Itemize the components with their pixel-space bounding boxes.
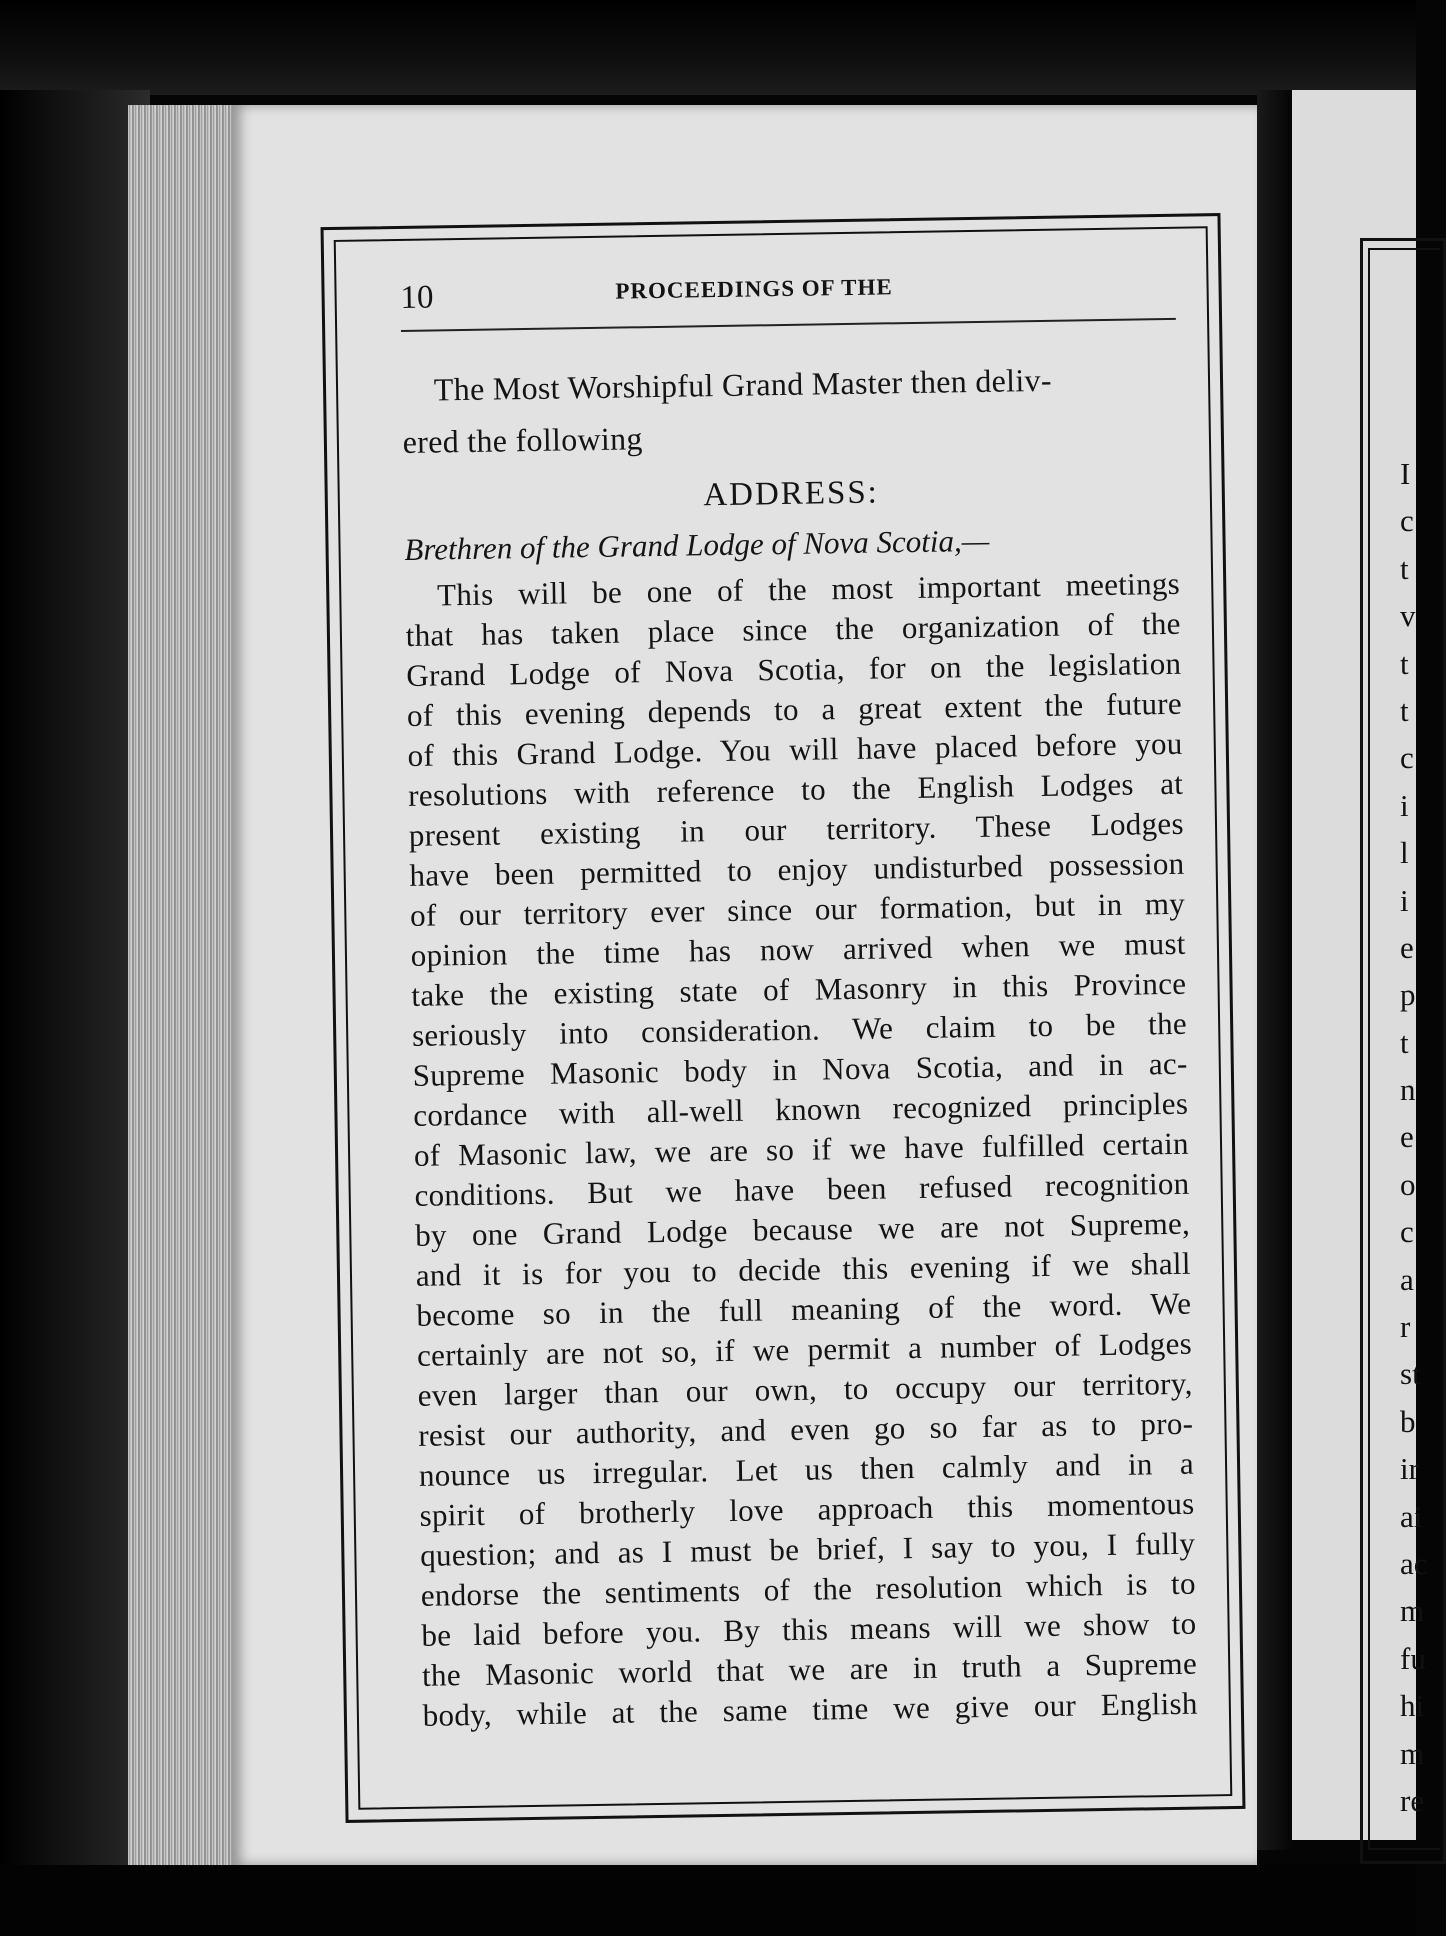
body-line: This will be one of the most important meetings xyxy=(436,565,1181,613)
adjacent-page-fragment-text: t xyxy=(1400,645,1409,681)
body-line: seriously into consideration. We claim to be the xyxy=(411,1005,1188,1053)
body-line: Grand Lodge of Nova Scotia, for on the legislation xyxy=(406,645,1182,693)
adjacent-page-fragment-text: e xyxy=(1400,929,1414,965)
body-line: resolutions with reference to the English Lodges at xyxy=(407,765,1184,813)
page-edges xyxy=(128,105,238,1865)
body-line: resist our authority, and even go so far as to pro- xyxy=(418,1405,1194,1453)
intro-line: The Most Worshipful Grand Master then deliv- xyxy=(433,361,1053,408)
adjacent-page-fragment-text: I xyxy=(1400,456,1411,491)
body-line: of this Grand Lodge. You will have placed before you xyxy=(407,725,1183,773)
body-line: question; and as I must be brief, I say to you, I fully xyxy=(419,1525,1196,1573)
body-line: by one Grand Lodge because we are not Supreme, xyxy=(414,1205,1191,1253)
address-body xyxy=(405,564,1198,1736)
body-line: of our territory ever since our formation, but in my xyxy=(409,885,1186,933)
body-line: that has taken place since the organization of the xyxy=(405,605,1181,653)
adjacent-page-fragment-text: c xyxy=(1400,503,1414,539)
body-line: nounce us irregular. Let us then calmly and in a xyxy=(418,1445,1195,1493)
body-line: endorse the sentiments of the resolution which is to xyxy=(420,1565,1196,1613)
body-line: take the existing state of Masonry in this Province xyxy=(411,965,1187,1013)
adjacent-page-fragment-text: o xyxy=(1400,1166,1416,1202)
body-line: become so in the full meaning of the word. We xyxy=(416,1285,1192,1333)
adjacent-page-fragment-text: a xyxy=(1400,1261,1414,1297)
running-head xyxy=(400,258,1176,332)
body-line: have been permitted to enjoy undisturbed possession xyxy=(409,845,1185,893)
adjacent-page-fragment-text: i xyxy=(1400,787,1409,823)
body-line: certainly are not so, if we permit a number of Lodges xyxy=(416,1325,1193,1373)
body-line: present existing in our territory. These Lodges xyxy=(408,805,1185,853)
adjacent-page-fragment-text: hi xyxy=(1400,1688,1425,1724)
body-line: the Masonic world that we are in truth a Supreme xyxy=(421,1645,1198,1693)
body-line: and it is for you to decide this evening if we shall xyxy=(415,1245,1191,1293)
adjacent-page-fragment-text: p xyxy=(1400,977,1416,1013)
salutation: Brethren of the Grand Lodge of Nova Scotia,— xyxy=(404,522,990,567)
body-line: cordance with all-well known recognized principles xyxy=(413,1085,1189,1133)
scan-background-bottom xyxy=(0,1865,1416,1936)
adjacent-page-fragment xyxy=(1292,90,1428,1840)
body-line: be laid before you. By this means will we show to xyxy=(421,1605,1197,1653)
adjacent-page-fragment-text: e xyxy=(1400,1119,1414,1155)
scan-background-top xyxy=(0,0,1416,95)
body-line: Supreme Masonic body in Nova Scotia, and in ac- xyxy=(412,1045,1188,1093)
adjacent-page-fragment-text: i xyxy=(1400,882,1409,918)
adjacent-page-fragment-text: ac xyxy=(1400,1545,1428,1581)
book-gutter xyxy=(1257,90,1292,1850)
adjacent-page-fragment-text: l xyxy=(1400,835,1409,871)
adjacent-page-fragment-text: t xyxy=(1400,550,1409,586)
adjacent-page-fragment-text: re xyxy=(1400,1782,1425,1818)
page-number: 10 xyxy=(400,279,434,316)
adjacent-page-fragment-text: st xyxy=(1400,1356,1421,1392)
adjacent-page-fragment-text: t xyxy=(1400,692,1409,728)
page-content xyxy=(400,258,1198,1736)
body-line: spirit of brotherly love approach this momentous xyxy=(419,1485,1195,1533)
adjacent-page-fragment-text: c xyxy=(1400,740,1414,776)
body-line: conditions. But we have been refused recognition xyxy=(414,1165,1190,1213)
adjacent-page-fragment-text: c xyxy=(1400,1214,1414,1250)
adjacent-page-fragment-text: n xyxy=(1400,1072,1416,1108)
intro-paragraph xyxy=(401,352,1178,468)
body-line: opinion the time has now arrived when we must xyxy=(410,925,1186,973)
adjacent-page-fragment-text: t xyxy=(1400,1024,1409,1060)
body-line: of this evening depends to a great extent the future xyxy=(406,685,1183,733)
body-line: body, while at the same time we give our English xyxy=(422,1685,1198,1733)
adjacent-page-fragment-text: m xyxy=(1400,1735,1425,1771)
body-line: even larger than our own, to occupy our territory, xyxy=(417,1365,1193,1413)
adjacent-page-fragment-text: fu xyxy=(1400,1640,1426,1676)
intro-line: ered the following xyxy=(402,420,643,460)
adjacent-page-text xyxy=(1400,450,1440,1824)
running-head-title: PROCEEDINGS OF THE xyxy=(615,274,893,304)
adjacent-page-fragment-text: r xyxy=(1400,1309,1411,1345)
address-heading: ADDRESS: xyxy=(703,474,880,514)
adjacent-page-fragment-text: ai xyxy=(1400,1498,1423,1534)
adjacent-page-fragment-text: ir xyxy=(1400,1451,1419,1487)
adjacent-page-fragment-text: v xyxy=(1400,598,1416,634)
adjacent-page-fragment-text: m xyxy=(1400,1593,1425,1629)
adjacent-page-fragment-text: b xyxy=(1400,1403,1416,1439)
body-line: of Masonic law, we are so if we have fulfilled certain xyxy=(413,1125,1190,1173)
